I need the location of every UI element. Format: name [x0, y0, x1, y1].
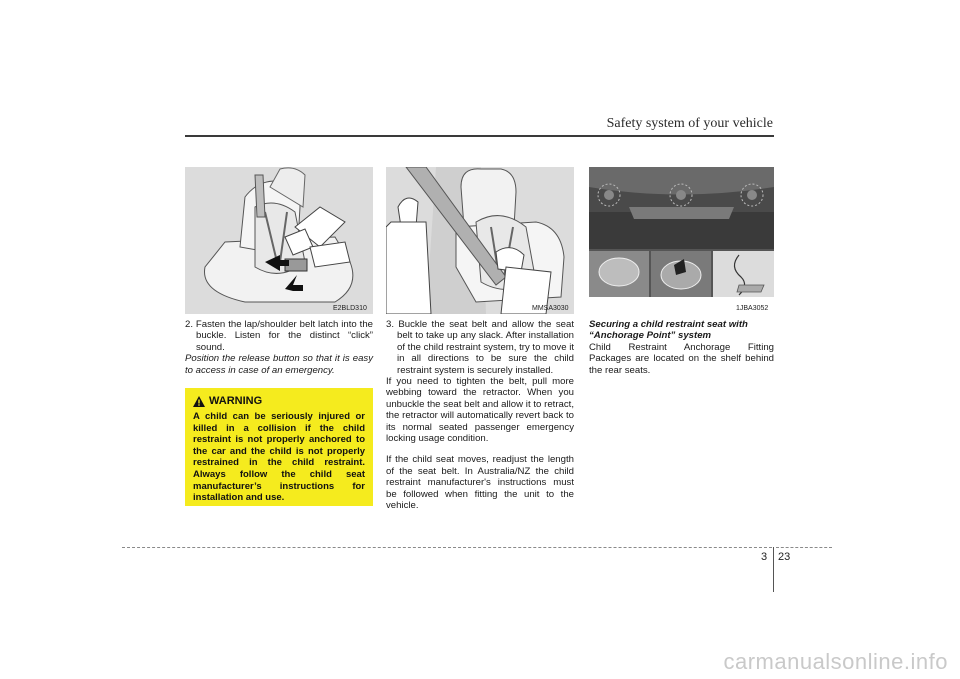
- figure-child-seat-buckle: [185, 167, 373, 314]
- warning-body: A child can be seriously injured or killed in a collision if the child restraint is not properly anchored to the car and the child is not properly restrained in the child restraint. Always follow the child seat manufacturer’s instructions for installation and use.: [193, 411, 365, 504]
- warning-header: [193, 395, 365, 407]
- figure-seat-belt-tighten: [386, 167, 574, 314]
- page-header-title: Safety system of your vehicle: [606, 116, 773, 131]
- anchorage-body: Child Restraint Anchorage Fitting Packages are located on the shelf behind the rear seats.: [589, 341, 774, 376]
- anchorage-heading: Securing a child restraint seat with “Anchorage Point” system: [589, 319, 748, 342]
- step-2-text: 2. Fasten the lap/shoulder belt latch into the buckle. Listen for the distinct “click” sound.: [185, 319, 373, 353]
- warning-title: WARNING: [209, 395, 263, 407]
- seat-belt-tighten-illustration: [386, 167, 574, 314]
- italic-note: Position the release button so that it is easy to access in case of an emergency.: [185, 353, 373, 376]
- figure-code: 1JBA3052: [736, 305, 769, 312]
- child-seat-buckle-illustration: [185, 167, 373, 314]
- footer-dashed-rule: [122, 547, 772, 548]
- footer-vertical-rule: [773, 547, 774, 592]
- step-3-text: 3. Buckle the seat belt and allow the seat belt to take up any slack. After installation of the child restraint system, try to move it in all directions to be sure the child restraint system is securely installed.: [386, 319, 575, 376]
- figure-code: E2BLD310: [333, 305, 367, 312]
- chapter-number: 3: [761, 551, 768, 563]
- warning-triangle-icon: [193, 396, 205, 407]
- footer-dashed-rule-right: [776, 547, 832, 548]
- tighten-belt-paragraph: If you need to tighten the belt, pull more webbing toward the retractor. When you unbuckle the seat belt and allow it to retract, the retractor will automatically revert back to its normal seated passenger emergency locking usage condition.: [386, 376, 574, 445]
- column-2-text: [386, 319, 574, 512]
- figure-code: MMSA3030: [532, 305, 569, 312]
- page-number: 23: [778, 551, 791, 563]
- figure-anchorage-points: [589, 167, 774, 297]
- anchorage-points-photo: [589, 167, 774, 297]
- column-3-text: [589, 319, 774, 376]
- column-1-text: [185, 319, 373, 376]
- watermark-text: carmanualsonline.info: [723, 649, 948, 674]
- warning-box: [185, 388, 373, 506]
- header-rule: [185, 135, 774, 137]
- readjust-paragraph: If the child seat moves, readjust the length of the seat belt. In Australia/NZ the child restraint manufacturer's instructions must be followed when fitting the unit to the vehicle.: [386, 454, 574, 512]
